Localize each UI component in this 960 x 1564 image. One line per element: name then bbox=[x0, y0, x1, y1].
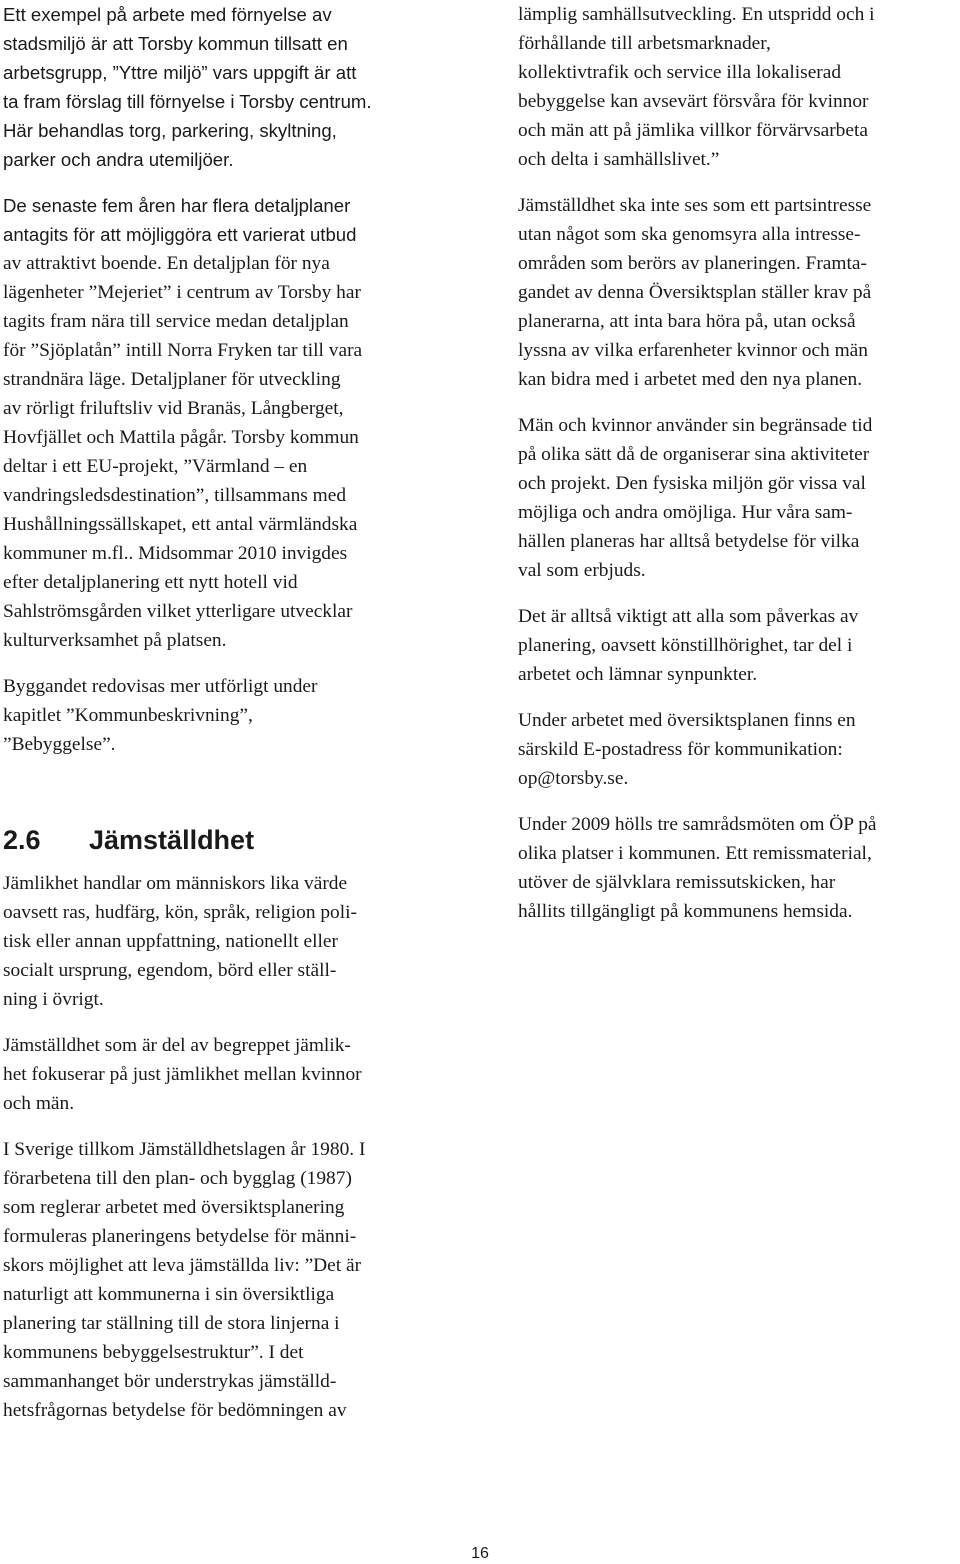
paragraph-yttre-miljo bbox=[3, 0, 455, 174]
text-line: Hovfjället och Mattila pågår. Torsby kommun bbox=[3, 427, 359, 448]
text-line: naturligt att kommunerna i sin översiktliga bbox=[3, 1284, 335, 1305]
text-line: utöver de självklara remissutskicken, har bbox=[518, 872, 836, 893]
text-line: deltar i ett EU-projekt, ”Värmland – en bbox=[3, 456, 308, 477]
text-line: Män och kvinnor använder sin begränsade tid bbox=[518, 415, 873, 436]
text-line: förarbetena till den plan- och bygglag (1987) bbox=[3, 1168, 352, 1189]
text-line: utan något som ska genomsyra alla intresse- bbox=[518, 224, 861, 245]
text-line: på olika sätt då de organiserar sina aktiviteter bbox=[518, 444, 870, 465]
text-line: efter detaljplanering ett nytt hotell vid bbox=[3, 572, 298, 593]
text-line: Hushållningssällskapet, ett antal värmländska bbox=[3, 514, 358, 535]
text-line: av attraktivt boende. En detaljplan för nya bbox=[3, 253, 330, 274]
text-line: ta fram förslag till förnyelse i Torsby centrum. bbox=[3, 91, 372, 112]
paragraph-detaljplaner bbox=[3, 191, 455, 655]
text-line: av rörligt friluftsliv vid Branäs, Långberget, bbox=[3, 398, 344, 419]
text-line: förhållande till arbetsmarknader, bbox=[518, 33, 771, 54]
text-line: kulturverksamhet på platsen. bbox=[3, 630, 227, 651]
text-line: ”Bebyggelse”. bbox=[3, 734, 116, 755]
text-line: formuleras planeringens betydelse för männi- bbox=[3, 1226, 357, 1247]
text-line: kollektivtrafik och service illa lokaliserad bbox=[518, 62, 842, 83]
text-line: arbetet och lämnar synpunkter. bbox=[518, 664, 758, 685]
text-line: planering, oavsett könstillhörighet, tar del i bbox=[518, 635, 853, 656]
text-line: och delta i samhällslivet.” bbox=[518, 149, 720, 170]
text-line: lämplig samhällsutveckling. En utspridd och i bbox=[518, 4, 875, 25]
text-line: kan bidra med i arbetet med den nya planen. bbox=[518, 369, 863, 390]
text-line: oavsett ras, hudfärg, kön, språk, religion poli- bbox=[3, 902, 357, 923]
paragraph-byggandet bbox=[3, 672, 455, 759]
text-line: tagits fram nära till service medan detaljplan bbox=[3, 311, 349, 332]
section-title: Jämställdhet bbox=[89, 825, 255, 855]
text-line: planerarna, att inta bara höra på, utan också bbox=[518, 311, 856, 332]
paragraph-jamlikhet bbox=[3, 869, 455, 1014]
paragraph-epostadress bbox=[518, 706, 960, 793]
text-line: Jämställdhet ska inte ses som ett partsintresse bbox=[518, 195, 872, 216]
text-line: för ”Sjöplatån” intill Norra Fryken tar till vara bbox=[3, 340, 363, 361]
text-line: Byggandet redovisas mer utförligt under bbox=[3, 676, 318, 697]
text-line: bebyggelse kan avsevärt försvåra för kvinnor bbox=[518, 91, 869, 112]
section-heading bbox=[3, 823, 455, 857]
text-line: Det är alltså viktigt att alla som påverkas av bbox=[518, 606, 859, 627]
text-line: parker och andra utemiljöer. bbox=[3, 149, 234, 170]
text-line: ning i övrigt. bbox=[3, 989, 104, 1010]
paragraph-partsintresse bbox=[518, 191, 960, 394]
text-line: hällen planeras har alltså betydelse för vilka bbox=[518, 531, 860, 552]
text-line: Här behandlas torg, parkering, skyltning, bbox=[3, 120, 337, 141]
text-line: sammanhanget bör understrykas jämställd- bbox=[3, 1371, 337, 1392]
text-line: vandringsledsdestination”, tillsammans med bbox=[3, 485, 347, 506]
text-line: val som erbjuds. bbox=[518, 560, 646, 581]
text-line: tisk eller annan uppfattning, nationellt eller bbox=[3, 931, 338, 952]
text-line: het fokuserar på just jämlikhet mellan kvinnor bbox=[3, 1064, 362, 1085]
text-line: Sahlströmsgården vilket ytterligare utvecklar bbox=[3, 601, 353, 622]
paragraph-samradsmoten bbox=[518, 810, 960, 926]
text-line: Jämställdhet som är del av begreppet jämlik- bbox=[3, 1035, 351, 1056]
text-line: hållits tillgängligt på kommunens hemsida. bbox=[518, 901, 853, 922]
page-number: 16 bbox=[471, 1545, 489, 1562]
text-line: socialt ursprung, egendom, börd eller ställ- bbox=[3, 960, 337, 981]
text-line: kommuner m.fl.. Midsommar 2010 invigdes bbox=[3, 543, 348, 564]
text-line: arbetsgrupp, ”Yttre miljö” vars uppgift är att bbox=[3, 62, 357, 83]
right-column bbox=[518, 0, 960, 943]
paragraph-samhallsutveckling bbox=[518, 0, 960, 174]
text-line: skors möjlighet att leva jämställda liv: ”Det är bbox=[3, 1255, 362, 1276]
text-line: områden som berörs av planeringen. Framta- bbox=[518, 253, 867, 274]
text-line: strandnära läge. Detaljplaner för utveckling bbox=[3, 369, 341, 390]
text-line: särskild E-postadress för kommunikation: bbox=[518, 739, 843, 760]
section-number: 2.6 bbox=[3, 825, 41, 855]
text-line: kapitlet ”Kommunbeskrivning”, bbox=[3, 705, 253, 726]
text-line: som reglerar arbetet med översiktsplanering bbox=[3, 1197, 345, 1218]
text-line: planering tar ställning till de stora linjerna i bbox=[3, 1313, 340, 1334]
text-line: och män. bbox=[3, 1093, 75, 1114]
text-line: kommunens bebyggelsestruktur”. I det bbox=[3, 1342, 304, 1363]
text-line: Jämlikhet handlar om människors lika värde bbox=[3, 873, 348, 894]
paragraph-jamstalldhet bbox=[3, 1031, 455, 1118]
text-line: hetsfrågornas betydelse för bedömningen av bbox=[3, 1400, 347, 1421]
left-column bbox=[3, 0, 455, 1442]
text-line: lägenheter ”Mejeriet” i centrum av Torsby har bbox=[3, 282, 361, 303]
text-line: möjliga och andra omöjliga. Hur våra sam- bbox=[518, 502, 853, 523]
text-line: op@torsby.se. bbox=[518, 768, 629, 789]
text-line: Under 2009 hölls tre samrådsmöten om ÖP på bbox=[518, 814, 877, 835]
paragraph-jamstalldhetslagen bbox=[3, 1135, 455, 1425]
text-line: olika platser i kommunen. Ett remissmaterial, bbox=[518, 843, 872, 864]
text-line: Ett exempel på arbete med förnyelse av bbox=[3, 4, 332, 25]
text-line: gandet av denna Översiktsplan ställer krav på bbox=[518, 282, 872, 303]
text-line: stadsmiljö är att Torsby kommun tillsatt en bbox=[3, 33, 348, 54]
text-line: De senaste fem åren har flera detaljplaner bbox=[3, 195, 351, 216]
text-line: antagits för att möjliggöra ett varierat utbud bbox=[3, 224, 357, 245]
text-line: I Sverige tillkom Jämställdhetslagen år 1980. I bbox=[3, 1139, 366, 1160]
paragraph-begransade-tid bbox=[518, 411, 960, 585]
paragraph-synpunkter bbox=[518, 602, 960, 689]
text-line: och män att på jämlika villkor förvärvsarbeta bbox=[518, 120, 868, 141]
text-line: lyssna av vilka erfarenheter kvinnor och män bbox=[518, 340, 868, 361]
text-line: och projekt. Den fysiska miljön gör vissa val bbox=[518, 473, 866, 494]
text-line: Under arbetet med översiktsplanen finns en bbox=[518, 710, 856, 731]
